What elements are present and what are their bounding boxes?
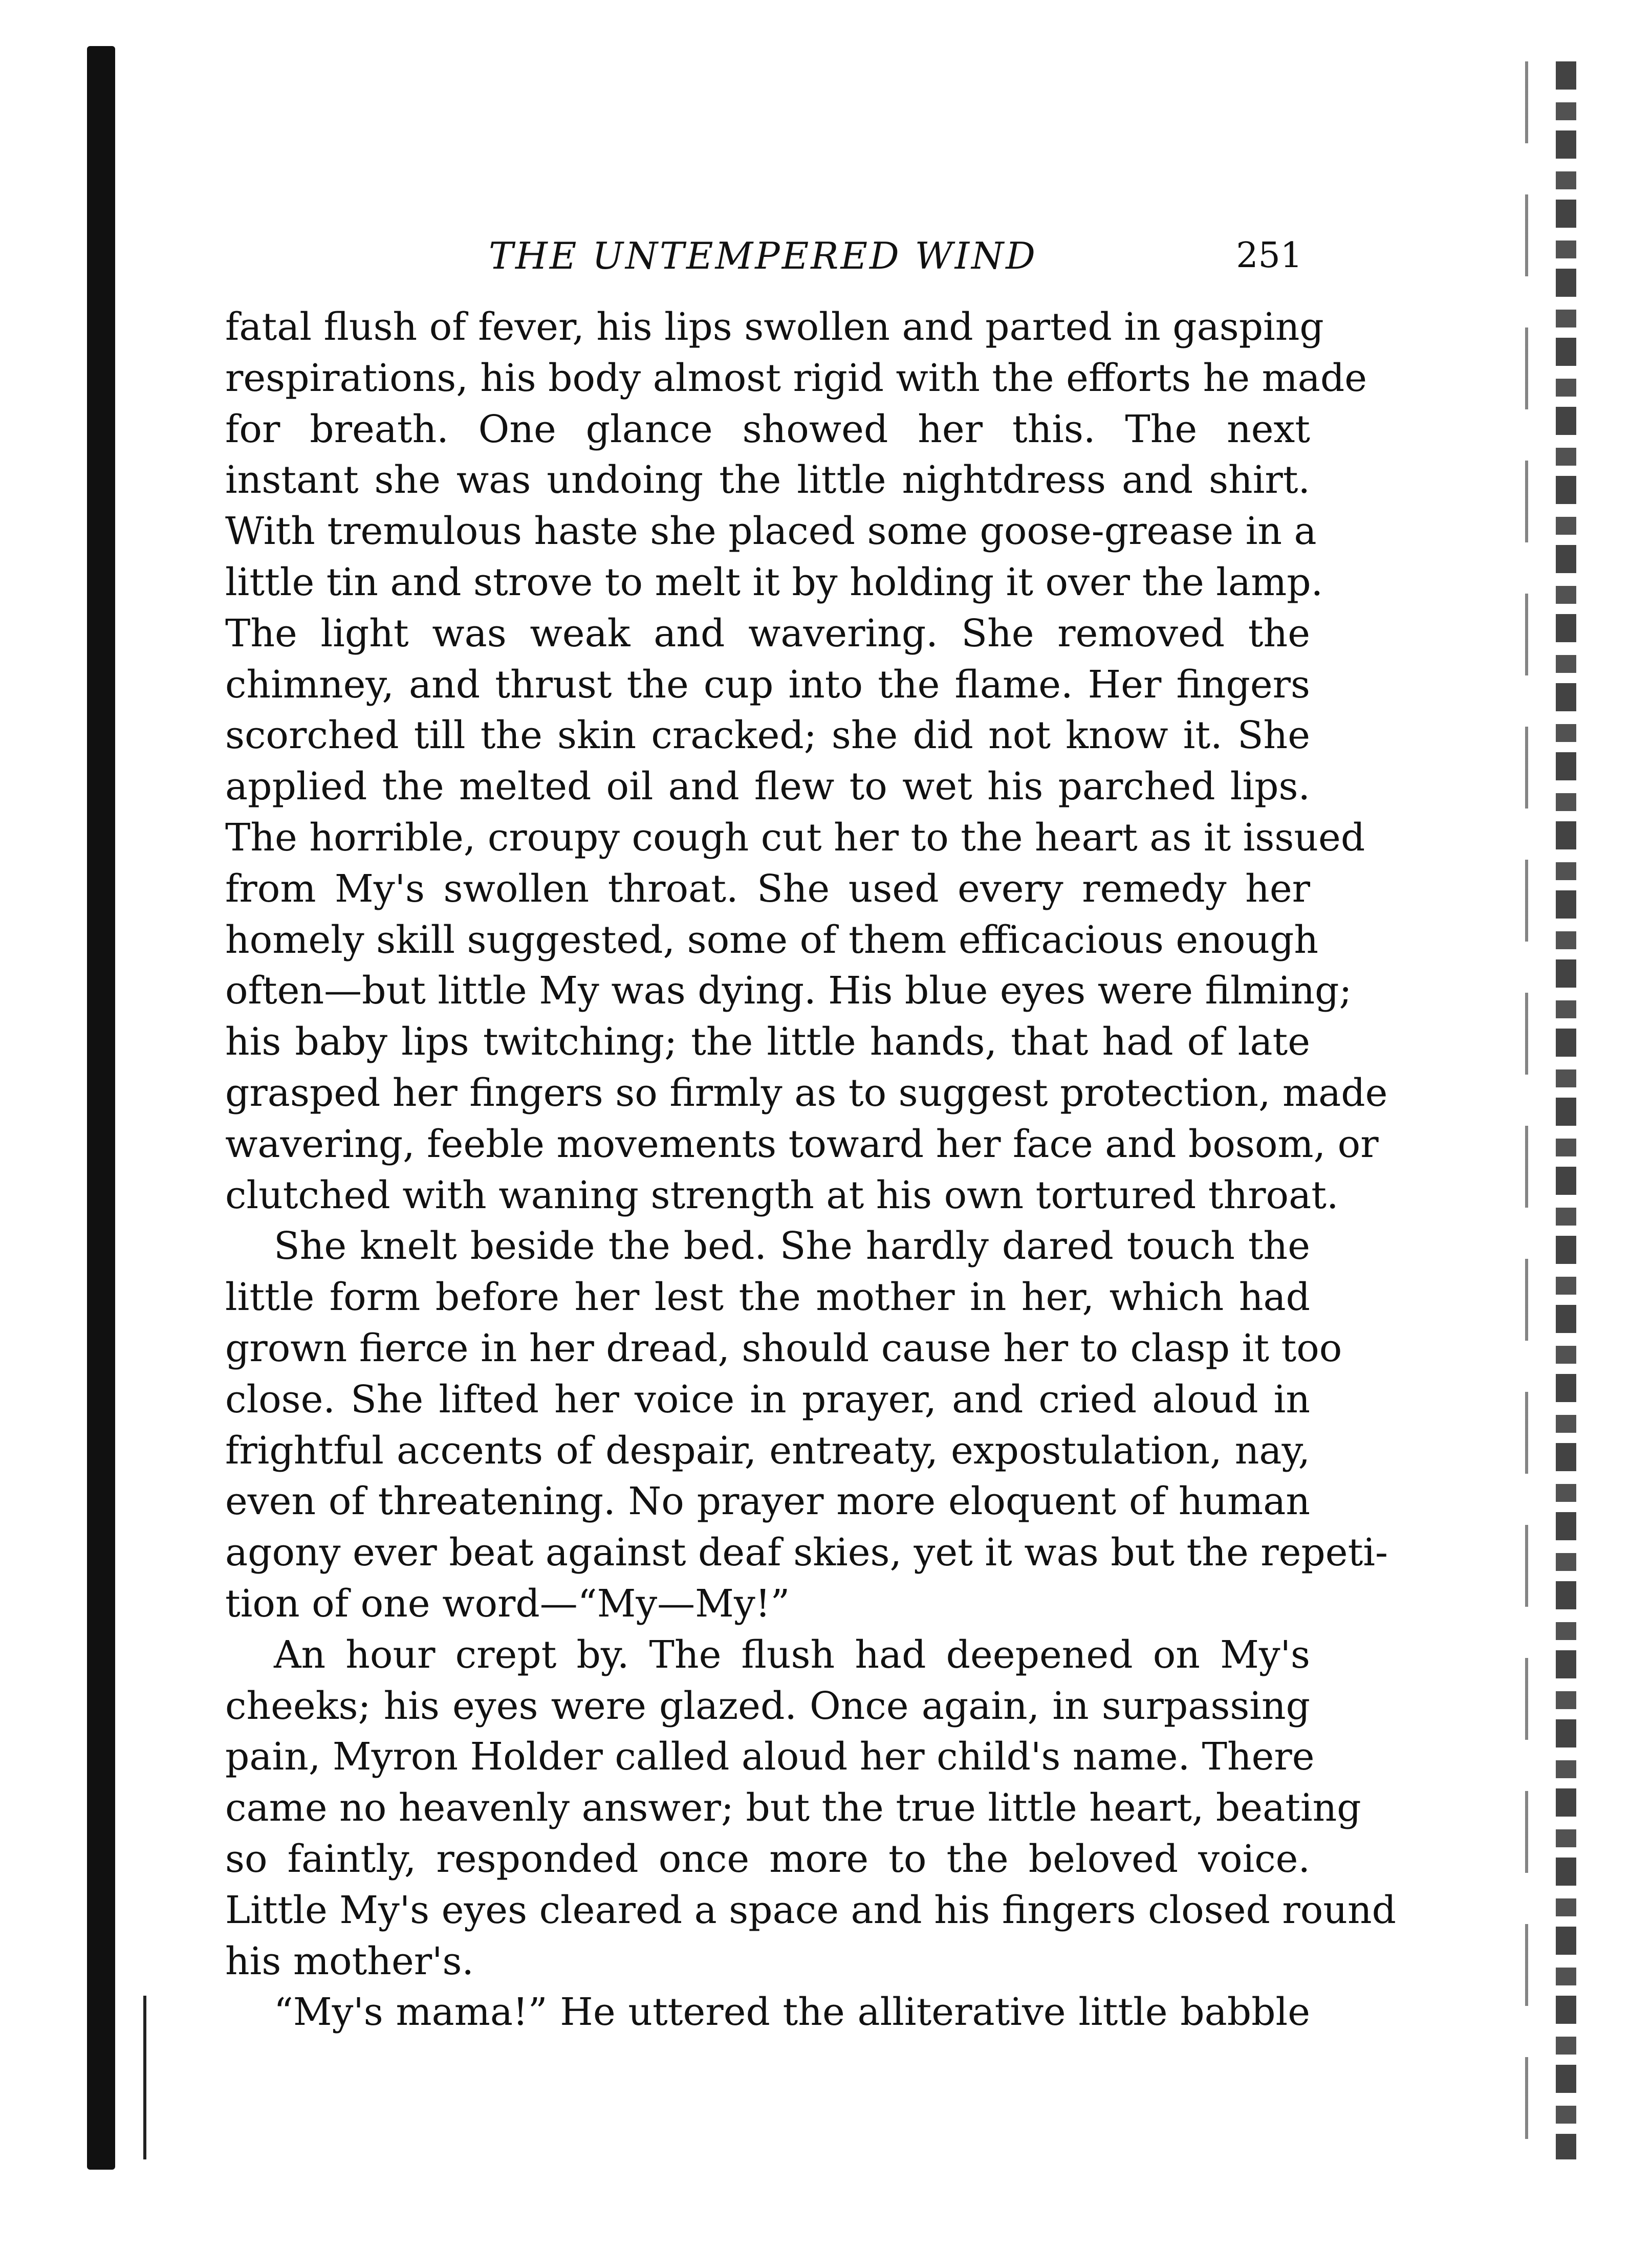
text-line: wavering, feeble movements toward her face and bosom, or [225, 1122, 1379, 1166]
text-line: respirations, his body almost rigid with the efforts he made [225, 356, 1367, 400]
text-line: grown fierce in her dread, should cause her to clasp it too [225, 1326, 1342, 1370]
text-line: from My's swollen throat. She used every remedy her [225, 866, 1310, 911]
page-number: 251 [1236, 235, 1302, 276]
text-line: for breath. One glance showed her this. The next [225, 407, 1310, 451]
page-header [489, 228, 1302, 284]
text-line: little tin and strove to melt it by holding it over the lamp. [225, 560, 1323, 604]
text-line: frightful accents of despair, entreaty, expostulation, nay, [225, 1428, 1310, 1473]
binding-shadow [87, 46, 115, 2170]
page-edge-marks [1556, 61, 1576, 2159]
text-line: clutched with waning strength at his own tortured throat. [225, 1173, 1339, 1217]
text-line: The horrible, croupy cough cut her to the heart as it issued [225, 815, 1365, 860]
text-line: close. She lifted her voice in prayer, and cried aloud in [225, 1377, 1310, 1422]
text-line: applied the melted oil and flew to wet his parched lips. [225, 764, 1310, 809]
text-line: grasped her fingers so firmly as to suggest protection, made [225, 1071, 1388, 1115]
text-line: came no heavenly answer; but the true little heart, beating [225, 1786, 1361, 1830]
text-line: fatal flush of fever, his lips swollen and parted in gasping [225, 305, 1324, 349]
text-line: An hour crept by. The flush had deepened on My's [274, 1632, 1310, 1677]
text-line: pain, Myron Holder called aloud her child's name. There [225, 1735, 1315, 1779]
text-line: instant she was undoing the little nightdress and shirt. [225, 458, 1310, 503]
text-line: his mother's. [225, 1939, 474, 1983]
text-line: so faintly, responded once more to the beloved voice. [225, 1837, 1310, 1881]
text-line: often—but little My was dying. His blue eyes were filming; [225, 969, 1352, 1013]
text-line: his baby lips twitching; the little hands, that had of late [225, 1020, 1310, 1064]
text-line: The light was weak and wavering. She removed the [225, 611, 1310, 656]
text-line: Little My's eyes cleared a space and his fingers closed round [225, 1888, 1397, 1932]
text-line: “My's mama!” He uttered the alliterative little babble [274, 1990, 1310, 2035]
text-line: cheeks; his eyes were glazed. Once again, in surpassing [225, 1684, 1310, 1728]
running-title: THE UNTEMPERED WIND [489, 234, 1037, 277]
text-line: With tremulous haste she placed some goose-grease in a [225, 509, 1317, 554]
text-line: tion of one word—“My—My!” [225, 1581, 790, 1626]
text-line: chimney, and thrust the cup into the flame. Her fingers [225, 662, 1310, 707]
binding-line [143, 1996, 146, 2159]
text-line: homely skill suggested, some of them efficacious enough [225, 918, 1319, 962]
text-line: She knelt beside the bed. She hardly dared touch the [274, 1224, 1310, 1269]
text-line: agony ever beat against deaf skies, yet it was but the repeti- [225, 1531, 1388, 1575]
text-line: scorched till the skin cracked; she did not know it. She [225, 713, 1310, 758]
body-text [225, 302, 1397, 2038]
text-line: even of threatening. No prayer more eloquent of human [225, 1479, 1310, 1524]
page-edge-rule [1525, 61, 1528, 2159]
text-line: little form before her lest the mother in her, which had [225, 1275, 1310, 1320]
